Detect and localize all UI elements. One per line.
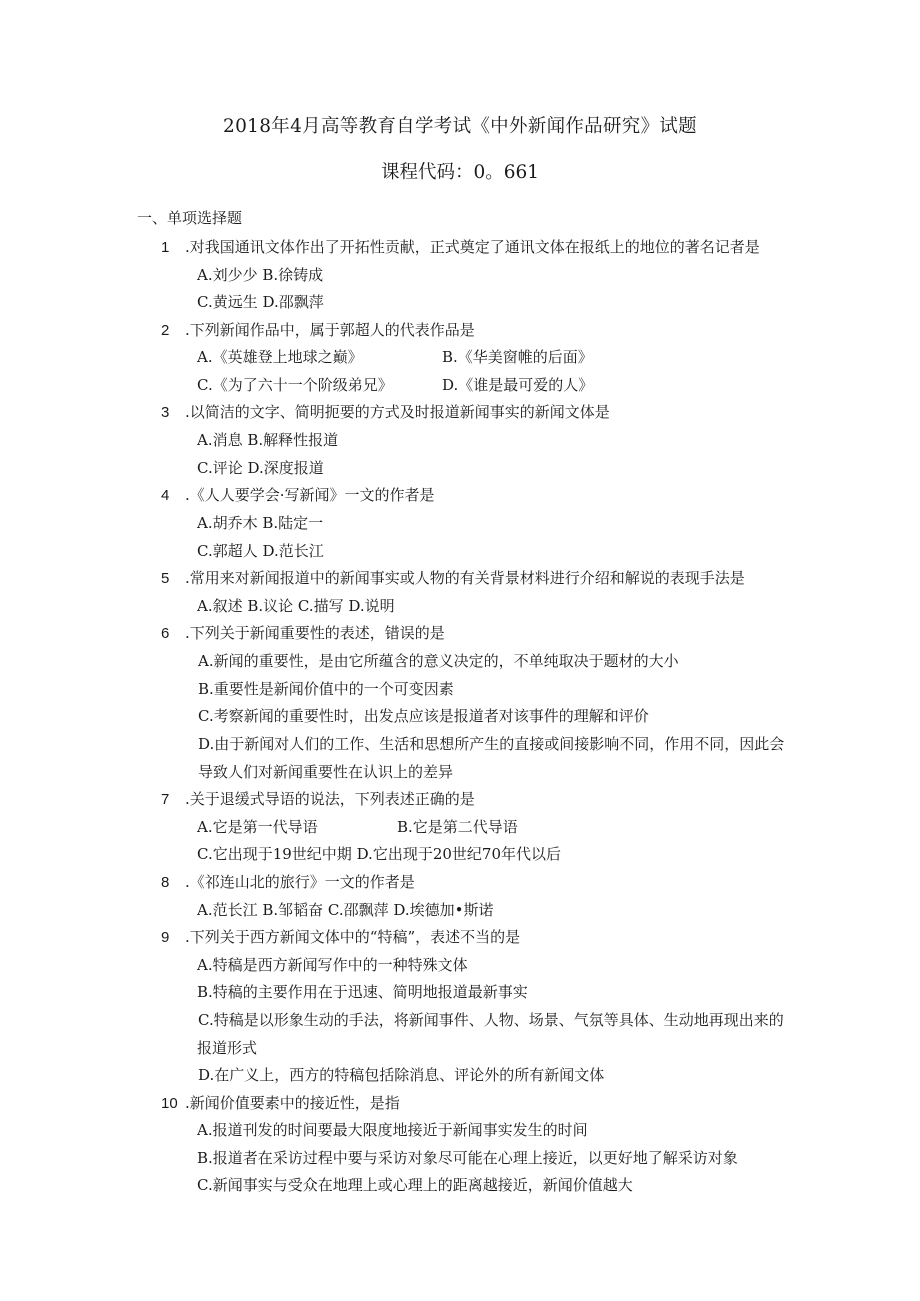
question-1 (161, 236, 760, 257)
question-2 (161, 319, 475, 340)
question-text: .以简洁的文字、简明扼要的方式及时报道新闻事实的新闻文体是 (185, 403, 610, 421)
section-heading: 一、单项选择题 (137, 209, 243, 227)
q3-options-row-2: C.评论 D.深度报道 (197, 459, 324, 477)
question-number: 10 (161, 1095, 178, 1112)
q10-option-a: A.报道刊发的时间要最大限度地接近于新闻事实发生的时间 (197, 1121, 588, 1139)
q9-option-d: D.在广义上，西方的特稿包括除消息、评论外的所有新闻文体 (198, 1066, 605, 1084)
q3-options-row-1: A.消息 B.解释性报道 (197, 431, 339, 449)
q1-options-row-2: C.黄远生 D.邵飘萍 (197, 293, 324, 311)
q2-option-d: D.《谁是最可爱的人》 (442, 376, 594, 394)
q10-option-c: C.新闻事实与受众在地理上或心理上的距离越接近，新闻价值越大 (197, 1176, 633, 1194)
question-number: 1 (161, 239, 170, 256)
q9-option-c-continued: 报道形式 (197, 1039, 258, 1057)
question-7 (161, 788, 475, 809)
question-number: 6 (161, 625, 170, 642)
question-3 (161, 401, 610, 422)
question-text: .下列关于新闻重要性的表述，错误的是 (185, 624, 445, 642)
question-number: 9 (161, 929, 170, 946)
question-10 (161, 1092, 400, 1113)
q8-options: A.范长江 B.邹韬奋 C.邵飘萍 D.埃德加•斯诺 (197, 901, 494, 919)
q6-option-a: A.新闻的重要性，是由它所蕴含的意义决定的，不单纯取决于题材的大小 (198, 652, 679, 670)
q7-option-a: A.它是第一代导语 (197, 818, 318, 836)
q6-option-b: B.重要性是新闻价值中的一个可变因素 (198, 680, 454, 698)
question-number: 2 (161, 322, 170, 339)
question-text: .新闻价值要素中的接近性，是指 (185, 1094, 400, 1112)
q2-option-a: A.《英雄登上地球之巅》 (197, 348, 363, 366)
course-code: 课程代码：0。661 (380, 162, 540, 183)
q7-options-row-2: C.它出现于19世纪中期 D.它出现于20世纪70年代以后 (197, 845, 562, 863)
q7-option-b: B.它是第二代导语 (397, 818, 518, 836)
q2-option-b: B.《华美窗帷的后面》 (442, 348, 593, 366)
question-text: .下列关于西方新闻文体中的“特稿”，表述不当的是 (185, 928, 521, 946)
question-number: 4 (161, 487, 170, 504)
q6-option-c: C.考察新闻的重要性时，出发点应该是报道者对该事件的理解和评价 (198, 707, 649, 725)
question-text: .常用来对新闻报道中的新闻事实或人物的有关背景材料进行介绍和解说的表现手法是 (185, 569, 745, 587)
question-text: .关于退缓式导语的说法，下列表述正确的是 (185, 790, 475, 808)
q9-option-a: A.特稿是西方新闻写作中的一种特殊文体 (197, 956, 468, 974)
question-number: 3 (161, 404, 170, 421)
question-number: 8 (161, 874, 170, 891)
q6-option-d: D.由于新闻对人们的工作、生活和思想所产生的直接或间接影响不同，作用不同，因此会 (198, 735, 785, 753)
q6-option-d-continued: 导致人们对新闻重要性在认识上的差异 (198, 763, 454, 781)
question-number: 5 (161, 570, 170, 587)
q2-option-c: C.《为了六十一个阶级弟兄》 (197, 376, 393, 394)
q1-options-row-1: A.刘少少 B.徐铸成 (197, 266, 324, 284)
question-8 (161, 871, 415, 892)
question-9 (161, 926, 520, 947)
question-text: .对我国通讯文体作出了开拓性贡献，正式奠定了通讯文体在报纸上的地位的著名记者是 (185, 238, 760, 256)
question-number: 7 (161, 791, 170, 808)
q10-option-b: B.报道者在采访过程中要与采访对象尽可能在心理上接近，以更好地了解采访对象 (197, 1149, 738, 1167)
q5-options: A.叙述 B.议论 C.描写 D.说明 (197, 597, 395, 615)
exam-title: 2018年4月高等教育自学考试《中外新闻作品研究》试题 (223, 116, 697, 137)
q9-option-c: C.特稿是以形象生动的手法，将新闻事件、人物、场景、气氛等具体、生动地再现出来的 (198, 1011, 784, 1029)
question-text: .《祁连山北的旅行》一文的作者是 (185, 873, 415, 891)
q4-options-row-1: A.胡乔木 B.陆定一 (197, 514, 324, 532)
question-text: .下列新闻作品中，属于郭超人的代表作品是 (185, 321, 475, 339)
question-4 (161, 484, 435, 505)
question-6 (161, 622, 445, 643)
q4-options-row-2: C.郭超人 D.范长江 (197, 542, 324, 560)
question-text: .《人人要学会·写新闻》一文的作者是 (185, 486, 435, 504)
q9-option-b: B.特稿的主要作用在于迅速、简明地报道最新事实 (197, 983, 528, 1001)
question-5 (161, 567, 745, 588)
